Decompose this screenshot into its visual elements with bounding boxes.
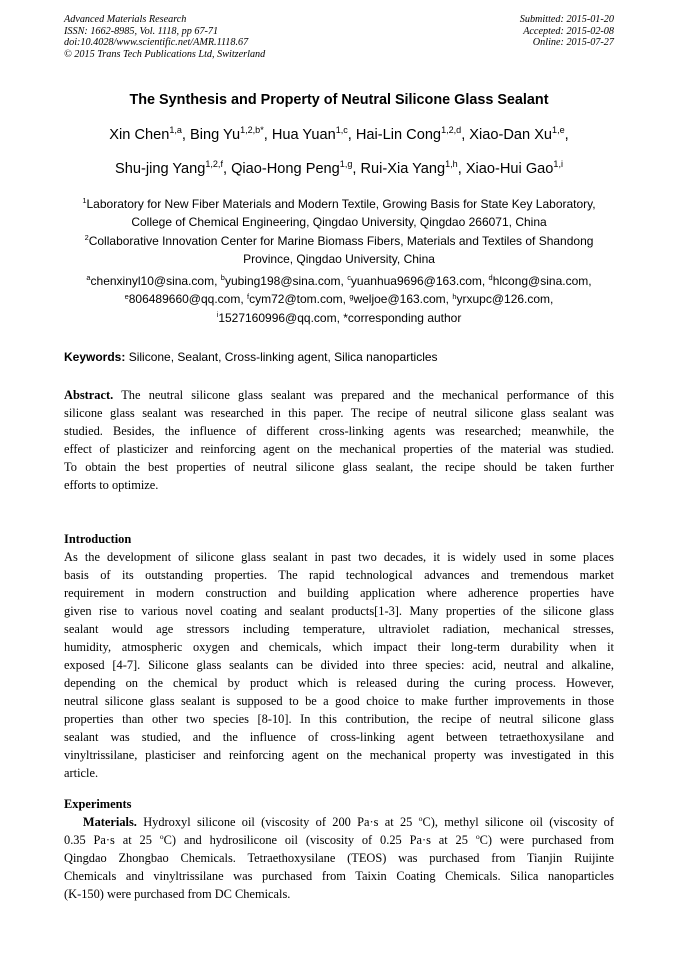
- author-emails: [0, 272, 678, 327]
- email-address: cym72@tom.com,: [249, 292, 346, 307]
- email-address: 806489660@qq.com,: [128, 292, 244, 307]
- author-name: Hua Yuan: [271, 127, 336, 143]
- date-header: [520, 14, 614, 49]
- email-address: yubing198@sina.com,: [224, 274, 344, 288]
- email-address: hlcong@sina.com,: [492, 274, 592, 288]
- introduction-line: humidity, atmospheric oxygen and chemicals, which impact their long-term durability when it: [64, 640, 614, 654]
- experiments-line: [64, 813, 614, 831]
- abstract-label: Abstract.: [64, 388, 114, 402]
- author-sup: 1,e: [552, 125, 565, 136]
- email-sup: h: [452, 291, 457, 301]
- author-sup: 1,2,f: [205, 159, 223, 170]
- abstract-line: The neutral silicone glass sealant was prepared and the mechanical performance of this: [121, 388, 615, 402]
- abstract-line: efforts to optimize.: [64, 478, 159, 492]
- introduction-line: sealant would age stressors including temperature, ultraviolet radiation, mechanical stresses,: [64, 622, 614, 636]
- email-address: yuanhua9696@163.com,: [350, 274, 486, 288]
- email-sup: f: [247, 291, 250, 301]
- introduction-line: vinyltrissilane, plasticiser and reinforcing agent on the mechanical property was investigated in this: [64, 748, 614, 762]
- experiments-heading: Experiments: [64, 797, 132, 811]
- submitted-date: Submitted: 2015-01-20: [519, 14, 614, 25]
- introduction-line: neutral silicone glass sealant is supposed to be a good choice to make further improvements in those: [64, 694, 614, 708]
- introduction-line: article.: [64, 766, 99, 780]
- author-sup: 1,h: [445, 159, 458, 170]
- materials-text: C) and hydrosilicone oil (viscosity of 0.25 Pa·s at 25: [163, 833, 476, 847]
- email-sup: b: [220, 273, 225, 283]
- affiliation-1: [0, 195, 678, 232]
- degree-sup: o: [475, 832, 480, 842]
- keywords-label: Keywords:: [64, 350, 126, 364]
- author-name: Xin Chen: [109, 127, 170, 143]
- experiments-section: [64, 795, 614, 903]
- abstract-line: silicone glass sealant was researched in this paper. The recipe of neutral silicone glass sealant was: [64, 406, 614, 420]
- corresponding-author-note: *corresponding author: [343, 310, 462, 325]
- journal-name: Advanced Materials Research: [64, 14, 187, 25]
- introduction-line: basis of its outstanding properties. The rapid technological advances and tremendous market: [64, 568, 614, 582]
- abstract: [64, 386, 614, 494]
- email-sup: i: [216, 310, 219, 320]
- abstract-line: studied. Besides, the influence of different cross-linking agents was researched; meanwhile, the: [64, 424, 614, 438]
- experiments-line: Chemicals and vinyltrissilane was purchased from Taixin Coating Chemicals. Silica nanoparticles: [64, 869, 614, 883]
- email-sup: c: [347, 273, 351, 283]
- affiliation-2: [0, 232, 678, 269]
- affiliation-line: Province, Qingdao University, China: [243, 252, 435, 267]
- author-sup: 1,i: [553, 159, 563, 170]
- journal-doi: doi:10.4028/www.scientific.net/AMR.1118.67: [64, 37, 249, 49]
- introduction-line: depending on the chemical by product which is released during the curing process. However,: [64, 676, 614, 690]
- email-address: weljoe@163.com,: [353, 292, 450, 307]
- author-sup: 1,c: [335, 125, 348, 136]
- experiments-line: (K-150) were purchased from DC Chemicals.: [64, 887, 291, 901]
- author-sup: 1,2,b*: [240, 125, 264, 136]
- email-sup: a: [86, 273, 91, 283]
- author-name: Qiao-Hong Peng: [231, 161, 340, 177]
- affiliation-sup: 1: [82, 196, 87, 206]
- author-name: Rui-Xia Yang: [360, 161, 446, 177]
- author-sup: 1,2,d: [441, 125, 462, 136]
- degree-sup: o: [418, 814, 423, 824]
- author-name: Xiao-Dan Xu: [469, 127, 553, 143]
- materials-text: C), methyl silicone oil (viscosity of: [422, 815, 614, 829]
- paper-title: The Synthesis and Property of Neutral Silicone Glass Sealant: [129, 92, 549, 108]
- introduction-line: exposed [4-7]. Silicone glass sealants can be divided into three species: acid, neutral and alkaline,: [64, 658, 614, 672]
- affiliation-line: Collaborative Innovation Center for Marine Biomass Fibers, Materials and Textiles of Shandong: [88, 234, 594, 248]
- introduction-line: sealant was studied, and the influence of cross-linking agent between tetraethoxysilane and: [64, 730, 614, 744]
- journal-issn: ISSN: 1662-8985, Vol. 1118, pp 67-71: [64, 25, 219, 37]
- affiliation-sup: 2: [84, 233, 89, 243]
- introduction-line: requirement in modern construction and building application where adherence properties have: [64, 586, 614, 600]
- abstract-line: To obtain the best properties of neutral silicone glass sealant, the recipe should be taken further: [64, 460, 614, 474]
- materials-text: Hydroxyl silicone oil (viscosity of 200 Pa·s at 25: [143, 815, 419, 829]
- accepted-date: Accepted: 2015-02-08: [523, 25, 614, 37]
- author-line-2: Shu-jing Yang$^{1,2,f}$, Qiao-Hong Peng$^{1,g}$, Rui-Xia Yang$^{1,h}$, Xiao-Hui Gao$^{1,i}$: [115, 159, 563, 177]
- materials-text: C) were purchased from: [479, 833, 614, 847]
- keywords-text: Silicone, Sealant, Cross-linking agent, Silica nanoparticles: [128, 350, 438, 364]
- author-name: Hai-Lin Cong: [355, 127, 442, 143]
- email-address: chenxinyl10@sina.com,: [90, 274, 218, 288]
- email-address: yrxupc@126.com,: [456, 292, 554, 307]
- experiments-line: Qingdao Zhongbao Chemicals. Tetraethoxysilane (TEOS) was purchased from Tianjin Ruijinte: [64, 851, 614, 865]
- author-sup: 1,a: [169, 125, 182, 136]
- introduction-heading: Introduction: [64, 532, 132, 546]
- online-date: Online: 2015-07-27: [532, 37, 614, 49]
- affiliation-line: Laboratory for New Fiber Materials and Modern Textile, Growing Basis for State Key Laboratory,: [86, 197, 596, 211]
- introduction-line: properties than other two species [8-10]. In this contribution, the recipe of neutral silicone glass: [64, 712, 614, 726]
- author-name: Shu-jing Yang: [115, 161, 206, 177]
- email-sup: d: [488, 273, 493, 283]
- author-name: Bing Yu: [190, 127, 241, 143]
- affiliation-line: College of Chemical Engineering, Qingdao University, Qingdao 266071, China: [131, 215, 547, 230]
- author-sup: 1,g: [339, 159, 353, 170]
- introduction-line: As the development of silicone glass sealant in past two decades, it is widely used in some places: [64, 550, 614, 564]
- introduction-line: given rise to various novel coating and sealant products[1-3]. Many properties of the silicone glass: [64, 604, 614, 618]
- email-sup: e: [124, 291, 129, 301]
- introduction-section: [64, 530, 614, 782]
- degree-sup: o: [159, 832, 164, 842]
- materials-label: Materials.: [82, 815, 137, 829]
- keywords: [64, 350, 614, 365]
- email-address: 1527160996@qq.com,: [218, 310, 340, 325]
- email-sup: g: [349, 291, 354, 301]
- author-name: Xiao-Hui Gao: [465, 161, 554, 177]
- journal-copyright: © 2015 Trans Tech Publications Ltd, Switzerland: [64, 48, 266, 60]
- author-line-1: Xin Chen$^{1,a}$, Bing $Yu^{1,2,b*}$, Hua Yuan$^{1,c}$, Hai-Lin Cong$^{1,2,d}$, Xiao-Dan Xu$^{1,e}$,: [109, 125, 569, 143]
- experiments-line: [64, 831, 614, 849]
- materials-text: 0.35 Pa·s at 25: [64, 833, 160, 847]
- journal-header: [64, 14, 265, 60]
- abstract-line: effect of plasticizer and reinforcing agent on the mechanical properties of the material was studied.: [64, 442, 614, 456]
